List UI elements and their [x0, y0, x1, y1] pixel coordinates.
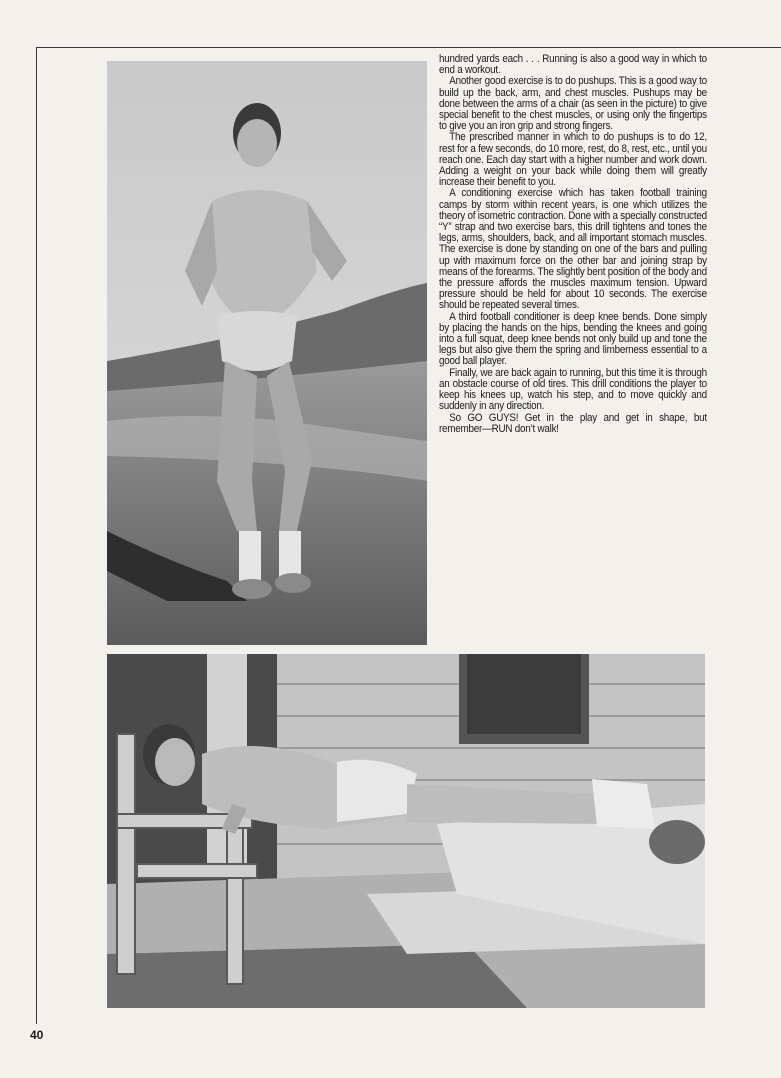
article-paragraph: Another good exercise is to do pushups. This is a good way to build up the back, arm, and chest muscles. Pushups may be done between the arms of a chair (as seen in the picture) to give special benefit to the chest muscles, or using only the fingertips to give you an iron grip and strong fingers. [439, 75, 707, 133]
article-paragraph: hundred yards each . . . Running is also a good way in which to end a workout. [439, 53, 707, 77]
page-number: 40 [30, 1028, 44, 1042]
athlete-standing-photo [107, 61, 427, 645]
article-paragraph: A conditioning exercise which has taken football training camps by storm within recent years, is one which utilizes the theory of isometric contraction. Done with a specially constructed “Y” strap and two exercise bars, this drill tightens and tones the legs, arms, shoulders, back, and all important stomach muscles. The exercise is done by standing on one of the bars and pulling up with maximum force on the other bar and joining strap by means of the forearms. The slightly bent position of the body and the pressure affords the muscles maximum tension. Upward pressure should be held for about 10 seconds. The exercise should be repeated several times. [439, 187, 707, 312]
article-paragraph: The prescribed manner in which to do pushups is to do 12, rest for a few seconds, do 10 more, rest, do 8, rest, etc., until you reach one. Each day start with a higher number and work down. Adding a weight on your back while doing them will greatly increase their benefit to you. [439, 131, 707, 189]
article-text [439, 54, 707, 435]
article-paragraph: So GO GUYS! Get in the play and get in shape, but remember—RUN don’t walk! [439, 411, 707, 435]
article-paragraph: Finally, we are back again to running, but this time it is through an obstacle course of old tires. This drill conditions the player to keep his knees up, watch his step, and to move quickly and suddenly in any direction. [439, 366, 707, 413]
article-paragraph: A third football conditioner is deep knee bends. Done simply by placing the hands on the hips, bending the knees and going into a full squat, deep knee bends not only build up and tone the legs but also give them the spring and limberness essential to a good ball player. [439, 310, 707, 368]
pushup-exercise-photo [107, 654, 705, 1008]
